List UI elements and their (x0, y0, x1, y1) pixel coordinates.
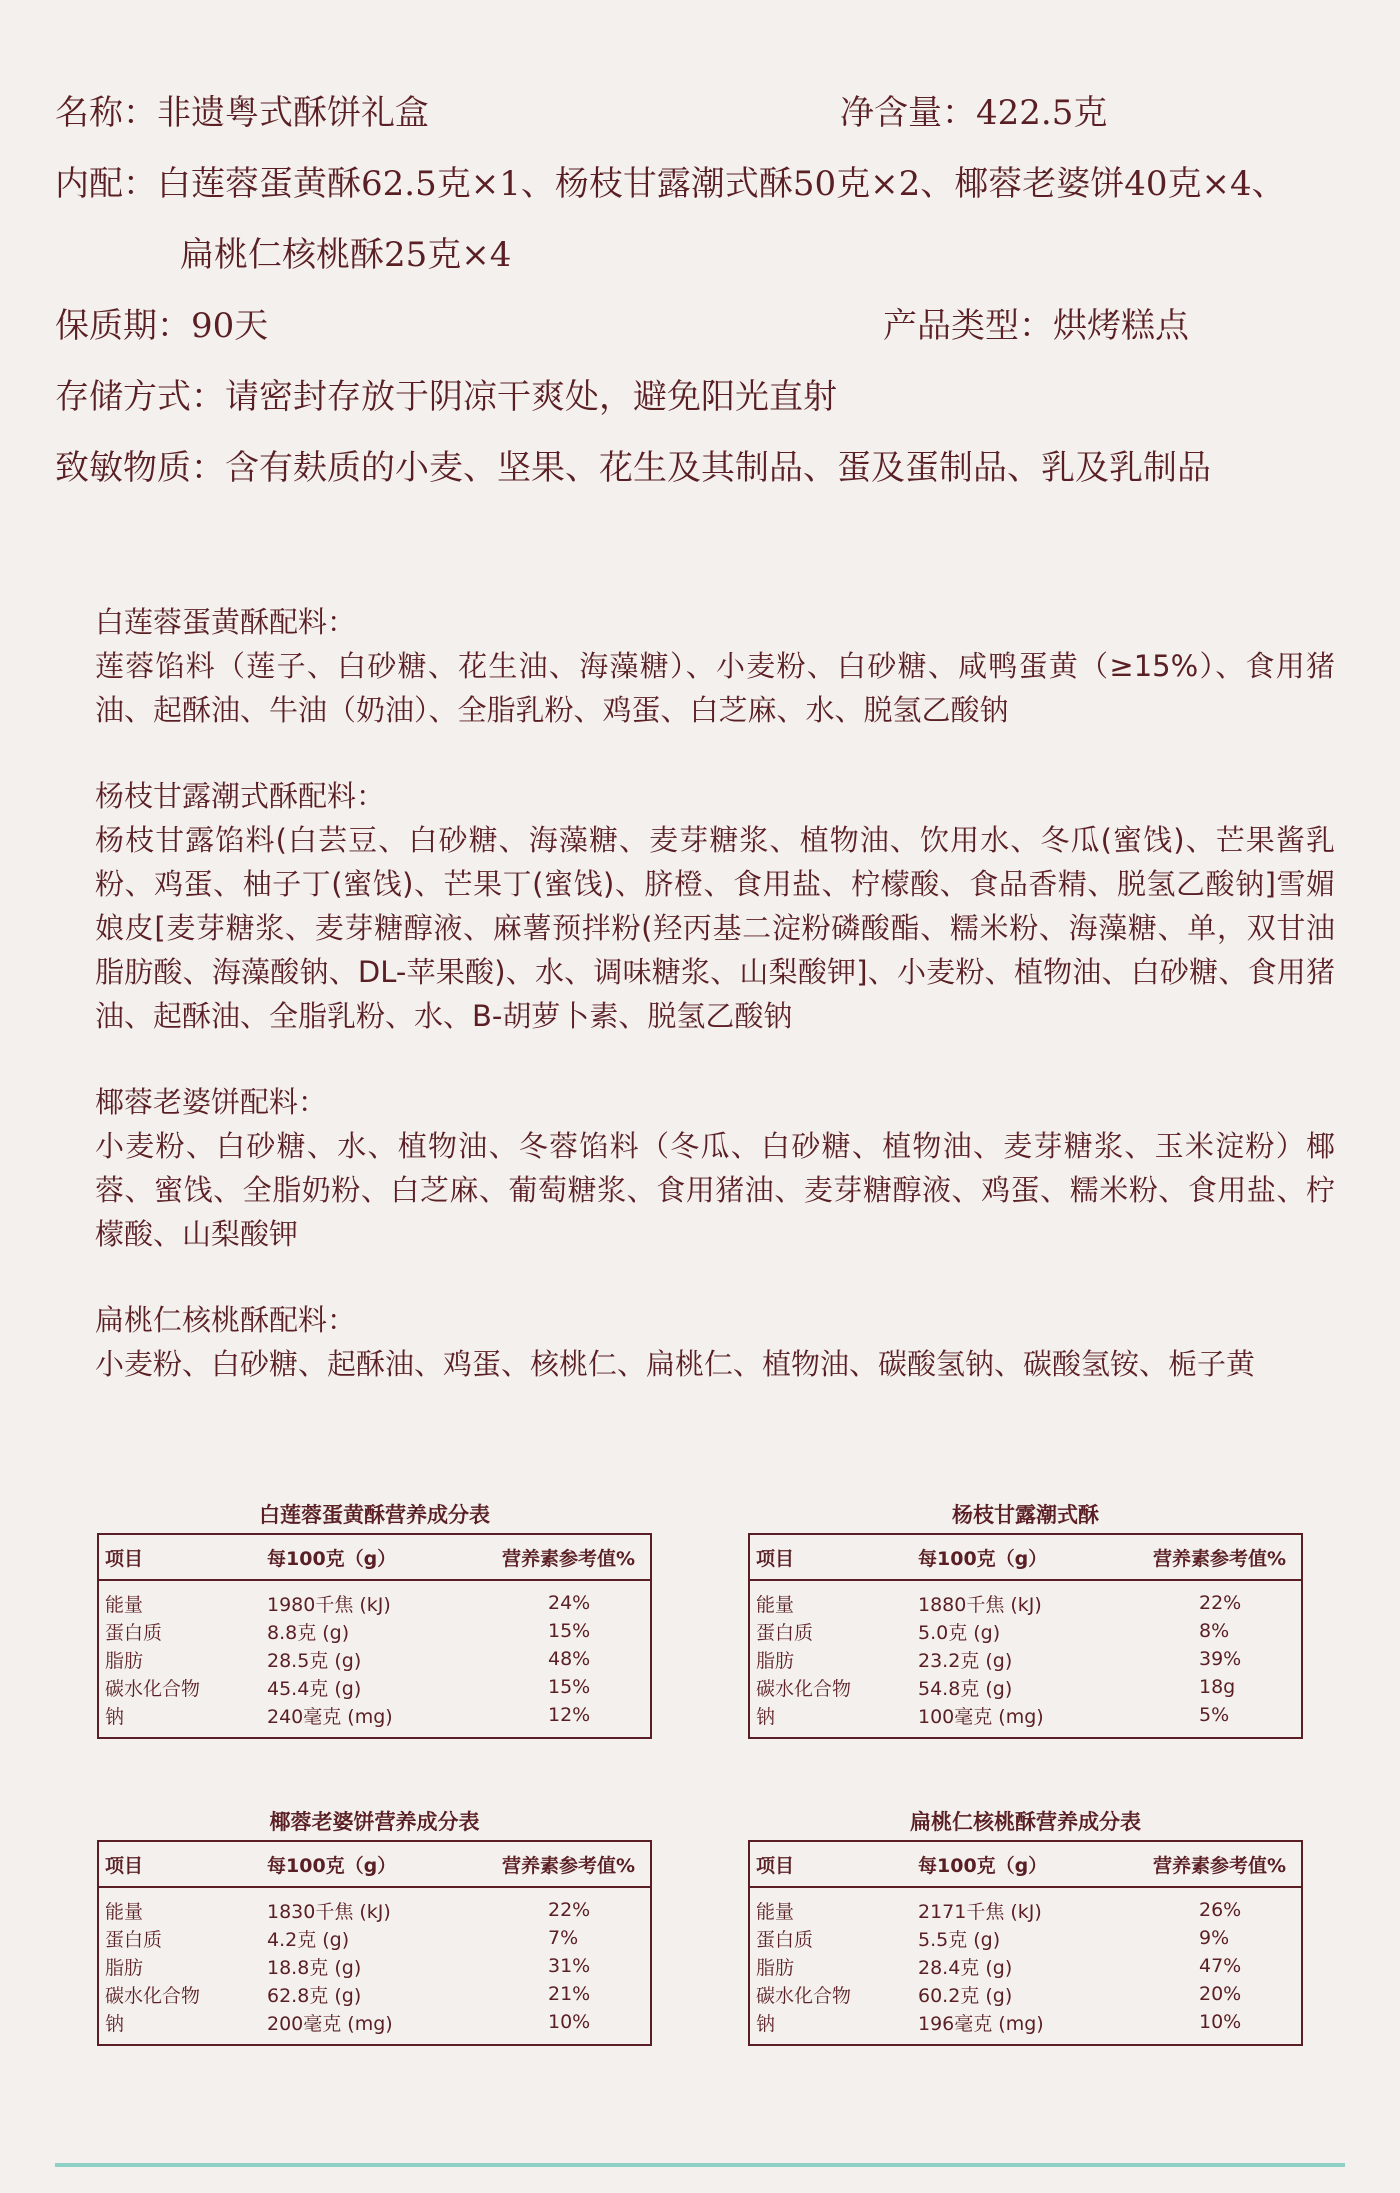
name-label: 名称： (55, 93, 157, 133)
nutrient-value: 28.4克 (g) (918, 1956, 1013, 1979)
nutrient-value: 45.4克 (g) (267, 1677, 362, 1700)
header-row (98, 1534, 651, 1580)
nutrient-name: 能量 (756, 1900, 795, 1923)
storage-row (55, 372, 1355, 443)
table-row (749, 1701, 1302, 1738)
col-nrv: 营养素参考值% (1139, 1534, 1302, 1580)
nutrient-name: 脂肪 (105, 1649, 144, 1672)
net-label: 净含量： (840, 93, 976, 133)
table-row (749, 1887, 1302, 1924)
shelf-value: 90天 (191, 306, 269, 346)
table-row (98, 1701, 651, 1738)
content-line1: 白莲蓉蛋黄酥62.5克×1、杨枝甘露潮式酥50克×2、椰蓉老婆饼40克×4、 (157, 164, 1286, 204)
col-per100: 每100克（g） (261, 1841, 488, 1887)
content-row-2 (55, 230, 1355, 301)
table-row (749, 1580, 1302, 1617)
allergen-row (55, 443, 1355, 514)
product-info (55, 88, 1355, 514)
table-row (98, 1924, 651, 1952)
table-row (98, 1980, 651, 2008)
nutrient-name: 钠 (756, 2012, 776, 2035)
net-value: 422.5克 (976, 93, 1108, 133)
shelf-label: 保质期： (55, 306, 191, 346)
name-value: 非遗粤式酥饼礼盒 (157, 93, 429, 133)
table-row (98, 1673, 651, 1701)
ingredient-title: 扁桃仁核桃酥配料： (95, 1303, 357, 1337)
ingredient-text: 杨枝甘露馅料(白芸豆、白砂糖、海藻糖、麦芽糖浆、植物油、饮用水、冬瓜(蜜饯)、芒果酱乳粉、鸡蛋、柚子丁(蜜饯)、芒果丁(蜜饯)、脐橙、食用盐、柠檬酸、食品香精、脱氢乙酸钠]雪媚娘皮[麦芽糖浆、麦芽糖醇液、麻薯预拌粉(羟丙基二淀粉磷酸酯、糯米粉、海藻糖、单，双甘油脂肪酸、海藻酸钠、DL-苹果酸)、水、调味糖浆、山梨酸钾]、小麦粉、植物油、白砂糖、食用猪油、起酥油、全脂乳粉、水、B-胡萝卜素、脱氢乙酸钠 (95, 823, 1335, 1033)
nutrient-nrv: 21% (548, 1983, 591, 2005)
nutrient-nrv: 7% (548, 1927, 579, 1949)
nutrient-nrv: 20% (1199, 1983, 1242, 2005)
nutrition-grid (97, 1533, 652, 1739)
nutrient-name: 碳水化合物 (105, 1677, 201, 1700)
col-nrv: 营养素参考值% (1139, 1841, 1302, 1887)
col-nrv: 营养素参考值% (488, 1534, 651, 1580)
table-row (749, 1952, 1302, 1980)
nutrient-value: 1980千焦 (kJ) (267, 1593, 391, 1616)
nutrient-nrv: 8% (1199, 1620, 1230, 1642)
nutrient-value: 23.2克 (g) (918, 1649, 1013, 1672)
nutrient-nrv: 22% (1199, 1592, 1242, 1614)
header-row (98, 1841, 651, 1887)
col-per100: 每100克（g） (261, 1534, 488, 1580)
allergen-label: 致敏物质： (55, 448, 225, 488)
allergen-value: 含有麸质的小麦、坚果、花生及其制品、蛋及蛋制品、乳及乳制品 (225, 448, 1211, 488)
content-label: 内配： (55, 164, 157, 204)
nutrient-nrv: 18g (1199, 1676, 1236, 1698)
nutrient-nrv: 47% (1199, 1955, 1242, 1977)
nutrient-value: 200毫克 (mg) (267, 2012, 393, 2035)
nutrient-value: 196毫克 (mg) (918, 2012, 1044, 2035)
ingredient-title: 白莲蓉蛋黄酥配料： (95, 605, 357, 639)
table-row (749, 1673, 1302, 1701)
storage-value: 请密封存放于阴凉干爽处，避免阳光直射 (225, 377, 837, 417)
nutrition-grid (748, 1840, 1303, 2046)
nutrient-nrv: 10% (548, 2011, 591, 2033)
table-row (98, 1580, 651, 1617)
nutrient-value: 2171千焦 (kJ) (918, 1900, 1042, 1923)
nutrient-name: 蛋白质 (756, 1621, 814, 1644)
nutrition-table (748, 1497, 1303, 1739)
table-row (749, 1924, 1302, 1952)
name-row (55, 88, 1355, 159)
table-row (98, 1645, 651, 1673)
ingredient-title: 椰蓉老婆饼配料： (95, 1085, 328, 1119)
ingredient-text: 莲蓉馅料（莲子、白砂糖、花生油、海藻糖）、小麦粉、白砂糖、咸鸭蛋黄（≥15%）、食用猪油、起酥油、牛油（奶油）、全脂乳粉、鸡蛋、白芝麻、水、脱氢乙酸钠 (95, 649, 1335, 727)
table-row (749, 1617, 1302, 1645)
storage-label: 存储方式： (55, 377, 225, 417)
nutrient-value: 28.5克 (g) (267, 1649, 362, 1672)
ingredient-text: 小麦粉、白砂糖、水、植物油、冬蓉馅料（冬瓜、白砂糖、植物油、麦芽糖浆、玉米淀粉）椰蓉、蜜饯、全脂奶粉、白芝麻、葡萄糖浆、食用猪油、麦芽糖醇液、鸡蛋、糯米粉、食用盐、柠檬酸、山梨酸钾 (95, 1129, 1335, 1251)
nutrient-nrv: 5% (1199, 1704, 1230, 1726)
ingredient-block (95, 600, 1335, 732)
ingredients-section (95, 600, 1335, 1428)
table-row (98, 1887, 651, 1924)
col-item: 项目 (98, 1534, 261, 1580)
col-per100: 每100克（g） (912, 1841, 1139, 1887)
shelf-row (55, 301, 1355, 372)
nutrient-name: 蛋白质 (105, 1928, 163, 1951)
nutrient-value: 5.5克 (g) (918, 1928, 1001, 1951)
nutrient-name: 钠 (756, 1705, 776, 1728)
table-row (749, 1645, 1302, 1673)
nutrient-value: 100毫克 (mg) (918, 1705, 1044, 1728)
nutrient-value: 1880千焦 (kJ) (918, 1593, 1042, 1616)
col-item: 项目 (749, 1534, 912, 1580)
table-row (98, 1617, 651, 1645)
nutrient-nrv: 10% (1199, 2011, 1242, 2033)
ingredient-block (95, 1080, 1335, 1256)
header-row (749, 1534, 1302, 1580)
header-row (749, 1841, 1302, 1887)
nutrient-nrv: 15% (548, 1620, 591, 1642)
nutrient-nrv: 9% (1199, 1927, 1230, 1949)
col-item: 项目 (98, 1841, 261, 1887)
nutrition-grid (97, 1840, 652, 2046)
nutrient-name: 脂肪 (105, 1956, 144, 1979)
content-row (55, 159, 1355, 230)
type-label: 产品类型： (883, 306, 1053, 346)
nutrient-value: 62.8克 (g) (267, 1984, 362, 2007)
nutrient-nrv: 39% (1199, 1648, 1242, 1670)
type-value: 烘烤糕点 (1053, 306, 1189, 346)
nutrient-value: 4.2克 (g) (267, 1928, 350, 1951)
nutrient-nrv: 24% (548, 1592, 591, 1614)
nutrient-value: 240毫克 (mg) (267, 1705, 393, 1728)
nutrient-nrv: 15% (548, 1676, 591, 1698)
nutrient-name: 能量 (756, 1593, 795, 1616)
nutrient-name: 脂肪 (756, 1956, 795, 1979)
nutrition-table-title: 杨枝甘露潮式酥 (952, 1503, 1099, 1527)
nutrient-nrv: 12% (548, 1704, 591, 1726)
nutrient-name: 碳水化合物 (105, 1984, 201, 2007)
nutrition-table-title: 白莲蓉蛋黄酥营养成分表 (259, 1503, 490, 1527)
nutrition-table-title: 扁桃仁核桃酥营养成分表 (910, 1810, 1141, 1834)
table-row (749, 1980, 1302, 2008)
nutrient-value: 1830千焦 (kJ) (267, 1900, 391, 1923)
nutrition-table-title: 椰蓉老婆饼营养成分表 (269, 1810, 480, 1834)
nutrition-grid (748, 1533, 1303, 1739)
nutrient-name: 碳水化合物 (756, 1677, 852, 1700)
table-row (98, 1952, 651, 1980)
col-per100: 每100克（g） (912, 1534, 1139, 1580)
nutrient-name: 脂肪 (756, 1649, 795, 1672)
ingredient-text: 小麦粉、白砂糖、起酥油、鸡蛋、核桃仁、扁桃仁、植物油、碳酸氢钠、碳酸氢铵、栀子黄 (95, 1347, 1256, 1381)
nutrient-name: 钠 (105, 1705, 125, 1728)
nutrition-table (748, 1804, 1303, 2046)
nutrient-name: 蛋白质 (756, 1928, 814, 1951)
nutrient-nrv: 31% (548, 1955, 591, 1977)
net-content (840, 88, 1107, 138)
ingredient-title: 杨枝甘露潮式酥配料： (95, 779, 386, 813)
nutrient-value: 5.0克 (g) (918, 1621, 1001, 1644)
table-row (98, 2008, 651, 2045)
nutrient-value: 60.2克 (g) (918, 1984, 1013, 2007)
nutrient-name: 钠 (105, 2012, 125, 2035)
nutrient-name: 能量 (105, 1593, 144, 1616)
col-item: 项目 (749, 1841, 912, 1887)
nutrient-value: 8.8克 (g) (267, 1621, 350, 1644)
nutrient-name: 蛋白质 (105, 1621, 163, 1644)
nutrient-name: 能量 (105, 1900, 144, 1923)
nutrient-nrv: 48% (548, 1648, 591, 1670)
table-row (749, 2008, 1302, 2045)
nutrient-value: 54.8克 (g) (918, 1677, 1013, 1700)
ingredient-block (95, 1298, 1335, 1386)
col-nrv: 营养素参考值% (488, 1841, 651, 1887)
nutrient-name: 碳水化合物 (756, 1984, 852, 2007)
nutrition-table (97, 1497, 652, 1739)
nutrition-table (97, 1804, 652, 2046)
ingredient-block (95, 774, 1335, 1038)
nutrient-value: 18.8克 (g) (267, 1956, 362, 1979)
content-line2: 扁桃仁核桃酥25克×4 (180, 235, 512, 275)
product-type (883, 301, 1189, 351)
nutrient-nrv: 22% (548, 1899, 591, 1921)
nutrient-nrv: 26% (1199, 1899, 1242, 1921)
bottom-divider (55, 2163, 1345, 2167)
